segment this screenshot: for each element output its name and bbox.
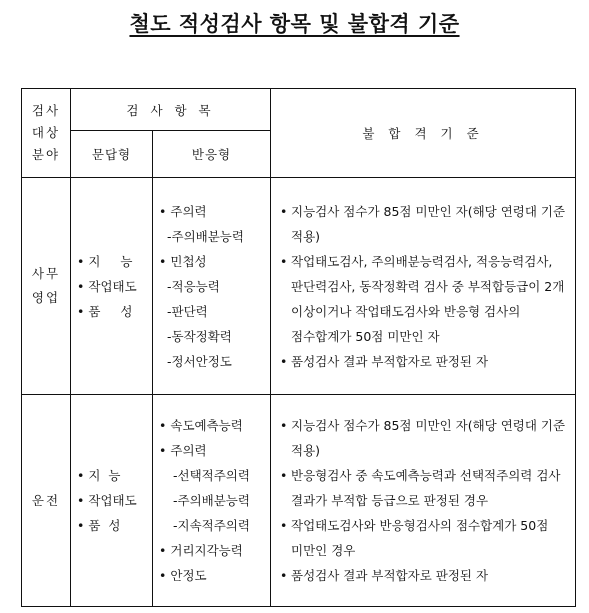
fail-criterion: • 반응형검사 중 속도예측능력과 선택적주의력 검사 결과가 부적합 등급으로 판정된 경우 bbox=[277, 463, 571, 513]
reaction-item: • 안정도 bbox=[159, 563, 264, 588]
row-category-line: 영업 bbox=[31, 290, 61, 305]
qa-item: • 작업태도 bbox=[77, 274, 146, 299]
header-test-items: 검 사 항 목 bbox=[71, 89, 271, 131]
row-category-line: 운전 bbox=[31, 492, 61, 508]
header-category-line: 분야 bbox=[31, 147, 61, 162]
table-row bbox=[22, 395, 576, 607]
qa-item: • 지 능 bbox=[77, 249, 146, 274]
qa-items-cell bbox=[71, 395, 153, 607]
table-row bbox=[22, 178, 576, 395]
qa-item: • 품 성 bbox=[77, 513, 146, 538]
fail-criteria-cell bbox=[271, 395, 576, 607]
criteria-table bbox=[21, 88, 576, 607]
qa-items-cell bbox=[71, 178, 153, 395]
fail-criterion: • 품성검사 결과 부적합자로 판정된 자 bbox=[277, 349, 571, 374]
reaction-item: • 거리지각능력 bbox=[159, 538, 264, 563]
row-category bbox=[22, 178, 71, 395]
header-category-line: 대상 bbox=[31, 125, 61, 140]
fail-criterion: • 지능검사 점수가 85점 미만인 자(해당 연령대 기준 적용) bbox=[277, 199, 571, 249]
header-qa-type: 문답형 bbox=[71, 131, 153, 178]
header-category bbox=[22, 89, 71, 178]
reaction-items-cell bbox=[153, 395, 271, 607]
reaction-subitem: -주의배분능력 bbox=[167, 228, 244, 244]
qa-item: • 지 능 bbox=[77, 463, 146, 488]
header-fail-criteria: 불 합 격 기 준 bbox=[271, 89, 576, 178]
qa-item: • 작업태도 bbox=[77, 488, 146, 513]
fail-criterion: • 작업태도검사, 주의배분능력검사, 적응능력검사, 판단력검사, 동작정확력 검사 중 부적합등급이 2개 이상이거나 작업태도검사와 반응형 검사의 점수합계가 50점 미만인 자 bbox=[277, 249, 571, 349]
row-category-line: 사무 bbox=[31, 266, 61, 281]
fail-criterion: • 지능검사 점수가 85점 미만인 자(해당 연령대 기준 적용) bbox=[277, 413, 571, 463]
reaction-subitem: -선택적주의력 bbox=[173, 468, 250, 483]
reaction-subitem: -지속적주의력 bbox=[173, 518, 250, 533]
header-category-line: 검사 bbox=[31, 103, 61, 118]
reaction-subitem: -동작정확력 bbox=[167, 328, 232, 344]
header-reaction-type: 반응형 bbox=[153, 131, 271, 178]
qa-item: • 품 성 bbox=[77, 299, 146, 324]
row-category bbox=[22, 395, 71, 607]
reaction-subitem: -정서안정도 bbox=[167, 353, 232, 369]
reaction-subitem: -적응능력 bbox=[167, 278, 220, 294]
reaction-item: • 민첩성 bbox=[159, 249, 264, 274]
reaction-item: • 주의력 bbox=[159, 199, 264, 224]
reaction-item: • 속도예측능력 bbox=[159, 413, 264, 438]
fail-criteria-cell bbox=[271, 178, 576, 395]
reaction-subitem: -판단력 bbox=[167, 303, 208, 319]
document-title: 철도 적성검사 항목 및 불합격 기준 bbox=[129, 12, 460, 36]
reaction-item: • 주의력 bbox=[159, 438, 264, 463]
fail-criterion: • 작업태도검사와 반응형검사의 점수합계가 50점 미만인 경우 bbox=[277, 513, 571, 563]
reaction-items-cell bbox=[153, 178, 271, 395]
reaction-subitem: -주의배분능력 bbox=[173, 493, 250, 508]
fail-criterion: • 품성검사 결과 부적합자로 판정된 자 bbox=[277, 563, 571, 588]
